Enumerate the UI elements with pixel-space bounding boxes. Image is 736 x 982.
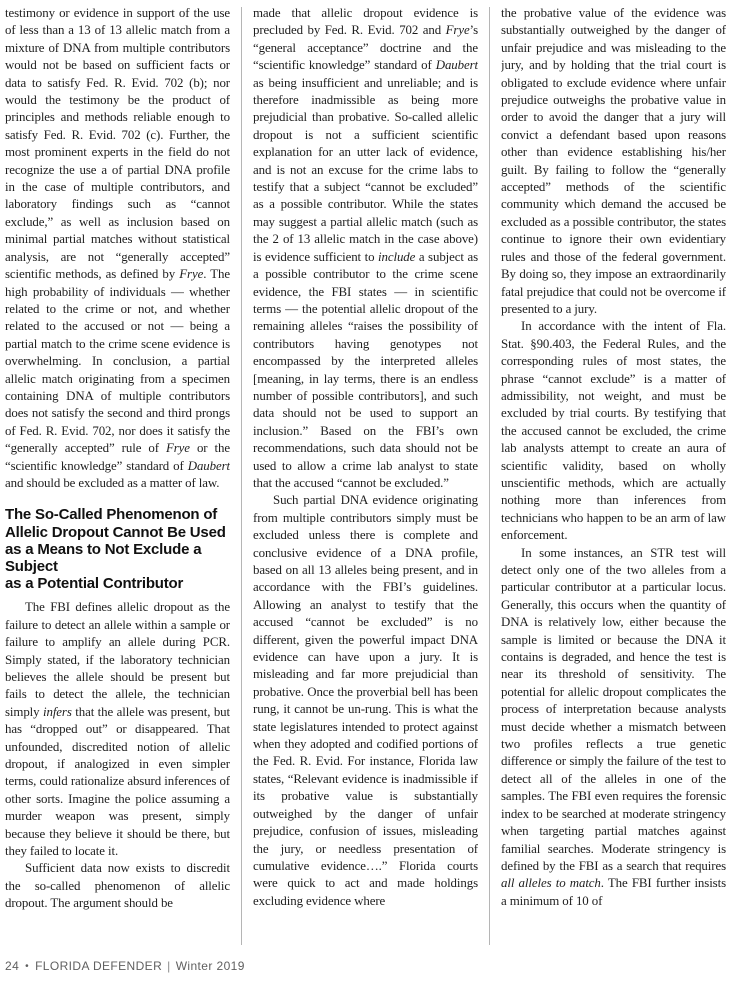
paragraph: the probative value of the evidence was substantially outweighed by the danger of unfair prejudice and was misleading to the jury, and by holding that the trial court is obligated to exclude evidence where unfair prejudice outweighs the probative value in order to avoid the danger that a jury will convict a defendant based upon reasons other than evidence establishing his/her guilt. By failing to follow the “generally accepted” methods of the scientific community which demand the accused be excluded as a possible contributor, the states continue to ignore their own evidentiary rules and those of the federal government. By doing so, they impose an extraordinarily fatal prejudice that could not be overcome if presented to a jury. bbox=[501, 6, 726, 316]
page-footer bbox=[5, 959, 245, 973]
paragraph: Such partial DNA evidence originating from multiple contributors simply must be excluded unless there is complete and conclusive evidence of a DNA profile, based on all 13 alleles being present, and in accordance with the FBI’s guidelines. Allowing an analyst to testify that the accused “cannot be excluded” is no different, given the powerful impact DNA evidence can have upon a jury. It is misleading and far more prejudicial than probative. Once the proverbial bell has been rung, it cannot be un-rung. This is what the state legislatures intended to protect against when they adopted and codified portions of the Fed. R. Evid. For instance, Florida law states, “Relevant evidence is inadmissible if its probative value is substantially outweighed by the danger of unfair prejudice, confusion of issues, misleading the jury, or needless presentation of cumulative evidence….” Florida courts were quick to act and made holdings excluding evidence where bbox=[253, 493, 478, 908]
section-heading: The So-Called Phenomenon of Allelic Dropout Cannot Be Used as a Means to Not Exclude a Subject as a Potential Contributor bbox=[5, 506, 226, 593]
column-gutter bbox=[230, 5, 253, 949]
footer-separator: | bbox=[167, 959, 171, 973]
issue-label: Winter 2019 bbox=[175, 959, 245, 973]
page-number: 24 bbox=[5, 959, 20, 973]
article-text-area bbox=[5, 5, 726, 949]
text-column-right bbox=[501, 5, 726, 949]
paragraph: Sufficient data now exists to discredit the so-called phenomenon of allelic dropout. The argument should be bbox=[5, 861, 230, 911]
column-divider bbox=[241, 7, 242, 945]
paragraph: made that allelic dropout evidence is precluded by Fed. R. Evid. 702 and Frye’s “general acceptance” doctrine and the “scientific knowledge” standard of Daubert as being insufficient and unreliable; and is therefore inadmissible as being more prejudicial than probative. So-called allelic dropout is not a sufficient scientific explanation for an utter lack of evidence, and is not an excuse for the crime labs to testify that a subject “cannot be excluded” as a possible contributor. While the states may suggest a partial allelic match (such as the 2 of 13 allelic match in the case above) is evidence sufficient to include a subject as a possible contributor to the crime scene evidence, the FBI states — in scientific terms — the potential allelic dropout of the remaining alleles “raises the possibility of contributors having genotypes not encompassed by the interpreted alleles [meaning, in lay terms, there is an endless number of possible contributors], and such data should not be used to support an inclusion.” Based on the FBI’s own recommendations, such data should not be used to allow a crime lab analyst to state that the accused “cannot be excluded.” bbox=[253, 6, 478, 490]
text-column-left bbox=[5, 5, 230, 949]
paragraph: In some instances, an STR test will detect only one of the two alleles from a particular contributor at a particular locus. Generally, this occurs when the quantity of DNA is relatively low, either because the sample is limited or because the DNA it contains is degraded, and hence the test is near its threshold of sensitivity. The potential for allelic dropout complicates the process of interpretation because analysts must decide whether a mismatch between two profiles reflects a true genetic difference or simply the failure of the test to detect all of the alleles in one of the samples. The FBI even requires the forensic index to be searched at moderate stringency when targeting partial matches against familial searches. Moderate stringency is defined by the FBI as a search that requires all alleles to match. The FBI further insists a minimum of 10 of bbox=[501, 545, 726, 908]
text-column-middle bbox=[253, 5, 478, 949]
footer-bullet: • bbox=[25, 961, 30, 972]
paragraph: testimony or evidence in support of the use of less than a 13 of 13 allelic match from a mixture of DNA from multiple contributors would not be based on sufficient facts or data to satisfy Fed. R. Evid. 702 (b); nor would the testimony be the product of principles and methods reliable enough to satisfy Fed. R. Evid. 702 (c). Further, the most prominent experts in the field do not recognize the use a of partial DNA profile in the case of multiple contributors, and laboratory findings such as “cannot exclude,” as well as inclusion based on minimal partial matches without statistical analysis, are not “generally accepted” scientific methods, as defined by Frye. The high probability of individuals — whether related to the crime or not, and whether related to the accused or not — being a partial match to the crime scene evidence is overwhelming. In conclusion, a partial allelic match originating from a specimen containing DNA of multiple contributors does not satisfy the second and third prongs of Fed. R. Evid. 702, nor does it satisfy the “generally accepted” rule of Frye or the “scientific knowledge” standard of Daubert and should be excluded as a matter of law. bbox=[5, 6, 230, 490]
publication-name: FLORIDA DEFENDER bbox=[35, 959, 163, 973]
paragraph: In accordance with the intent of Fla. Stat. §90.403, the Federal Rules, and the corresponding rules of most states, the phrase “cannot exclude” is a matter of admissibility, not weight, and must be excluded by trial courts. By testifying that the accused cannot be excluded, the crime lab analysts attempt to create an aura of scientific validity, based on wholly unscientific methods, which are actually nothing more than inferences from technicians who happen to be an arm of law enforcement. bbox=[501, 319, 726, 543]
column-gutter bbox=[478, 5, 501, 949]
column-divider bbox=[489, 7, 490, 945]
paragraph: The FBI defines allelic dropout as the failure to detect an allele within a sample or failure to amplify an allele during PCR. Simply stated, if the laboratory technician believes the allele should be present but fails to detect the allele, the technician simply infers that the allele was present, but has “dropped out” or disappeared. That unfounded, discredited notion of allelic dropout, if analogized in even simpler terms, could rationalize absurd inferences of other sorts. Imagine the police assuming a murder weapon was present, simply because they believe it should be there, but they failed to locate it. bbox=[5, 600, 230, 859]
